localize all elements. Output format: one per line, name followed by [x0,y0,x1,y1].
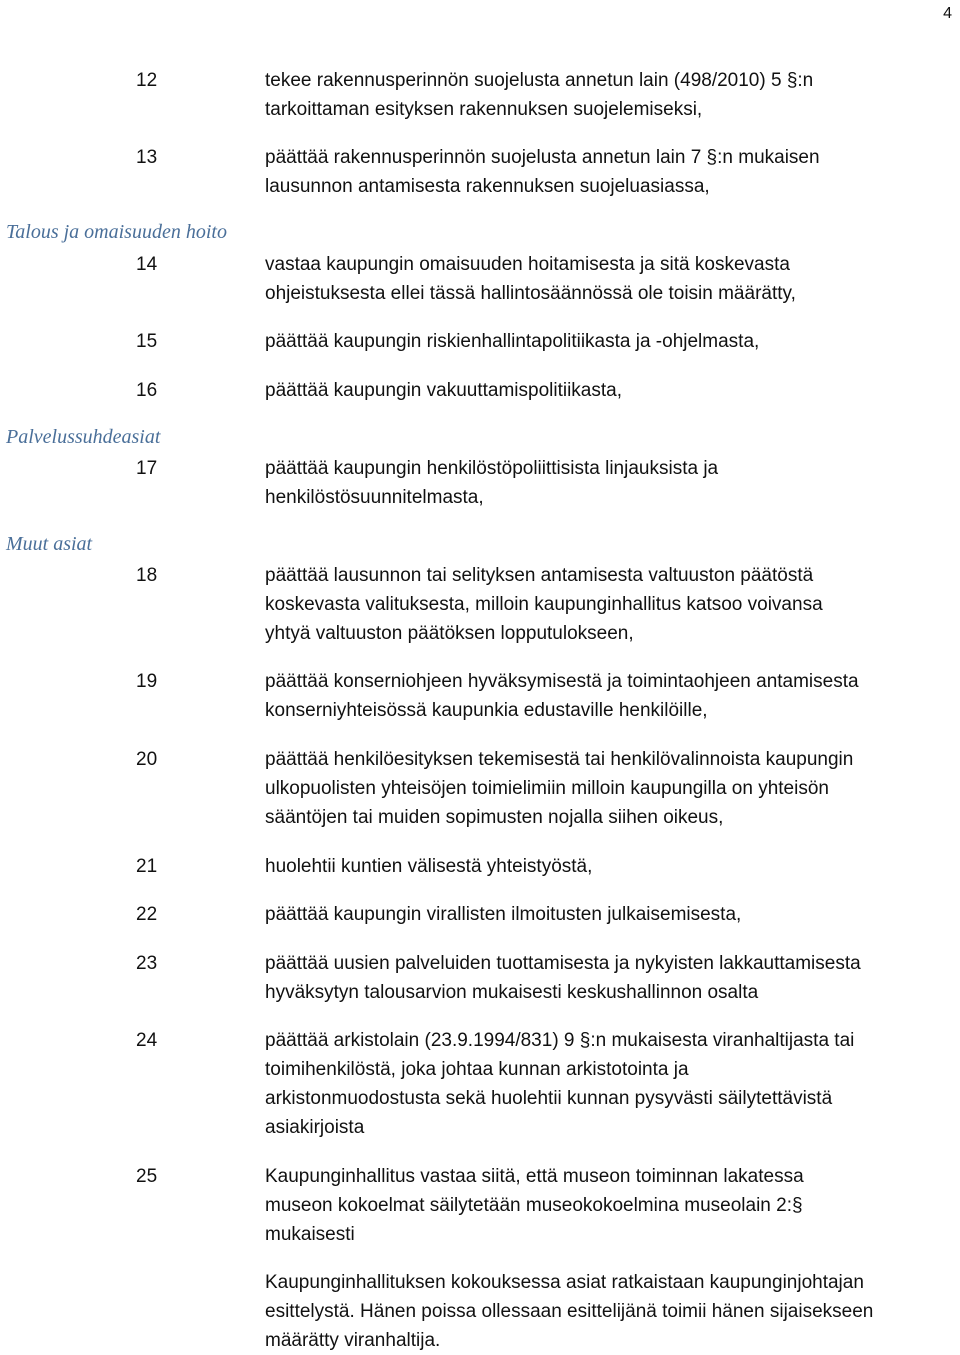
item-number: 25 [136,1166,158,1187]
item-text: päättää rakennusperinnön suojelusta annetun lain 7 §:n mukaisen lausunnon antamisesta rakennuksen suojeluasiassa, [265,147,820,197]
section-heading-muut: Muut asiat [6,533,93,555]
item-number: 15 [136,331,158,352]
item-text: päättää kaupungin vakuuttamispolitiikasta, [265,380,623,401]
item-text: päättää kaupungin riskienhallintapolitiikasta ja -ohjelmasta, [265,331,760,352]
section-heading-talous: Talous ja omaisuuden hoito [6,221,227,243]
closing-paragraph: Kaupunginhallituksen kokouksessa asiat ratkaistaan kaupunginjohtajan esittelystä. Hänen poissa ollessaan esittelijänä toimii hänen sijaisekseen määrätty viranhaltija. [265,1272,874,1351]
item-text: päättää kaupungin virallisten ilmoitusten julkaisemisesta, [265,904,742,925]
item-number: 17 [136,458,158,479]
page-number: 4 [943,5,952,22]
item-number: 13 [136,147,158,168]
item-text: päättää kaupungin henkilöstöpoliittisista linjauksista ja henkilöstösuunnitelmasta, [265,458,719,508]
item-text: päättää uusien palveluiden tuottamisesta ja nykyisten lakkauttamisesta hyväksytyn talousarvion mukaisesti keskushallinnon osalta [265,953,861,1003]
item-text: päättää lausunnon tai selityksen antamisesta valtuuston päätöstä koskevasta valituksesta, milloin kaupunginhallitus katsoo voivansa yhtyä valtuuston päätöksen lopputulokseen, [265,565,823,644]
item-number: 24 [136,1030,158,1051]
item-text: vastaa kaupungin omaisuuden hoitamisesta ja sitä koskevasta ohjeistuksesta ellei tässä hallintosäännössä ole toisin määrätty, [265,254,796,304]
item-number: 12 [136,70,158,91]
item-number: 22 [136,904,158,925]
item-text: Kaupunginhallitus vastaa siitä, että museon toiminnan lakatessa museon kokoelmat säilytetään museokokoelmina museolain 2:§ mukaisesti [265,1166,804,1245]
item-number: 16 [136,380,158,401]
item-number: 19 [136,671,158,692]
item-text: tekee rakennusperinnön suojelusta annetun lain (498/2010) 5 §:n tarkoittaman esityksen rakennuksen suojelemiseksi, [265,70,814,120]
item-text: päättää konserniohjeen hyväksymisestä ja toimintaohjeen antamisesta konserniyhteisössä kaupunkia edustaville henkilöille, [265,671,859,721]
section-heading-palvelussuhde: Palvelussuhdeasiat [6,426,161,448]
item-number: 21 [136,856,158,877]
item-number: 20 [136,749,158,770]
item-number: 18 [136,565,158,586]
item-number: 14 [136,254,158,275]
item-number: 23 [136,953,158,974]
item-text: päättää henkilöesityksen tekemisestä tai henkilövalinnoista kaupungin ulkopuolisten yhteisöjen toimielimiin milloin kaupungilla on yhteisön sääntöjen tai muiden sopimusten nojalla siihen oikeus, [265,749,854,828]
item-text: huolehtii kuntien välisestä yhteistyöstä, [265,856,593,877]
item-text: päättää arkistolain (23.9.1994/831) 9 §:n mukaisesta viranhaltijasta tai toimihenkilöstä, joka johtaa kunnan arkistotointa ja arkistonmuodostusta sekä huolehtii kunnan pysyvästi säilytettävistä asiakirjoista [265,1030,855,1138]
